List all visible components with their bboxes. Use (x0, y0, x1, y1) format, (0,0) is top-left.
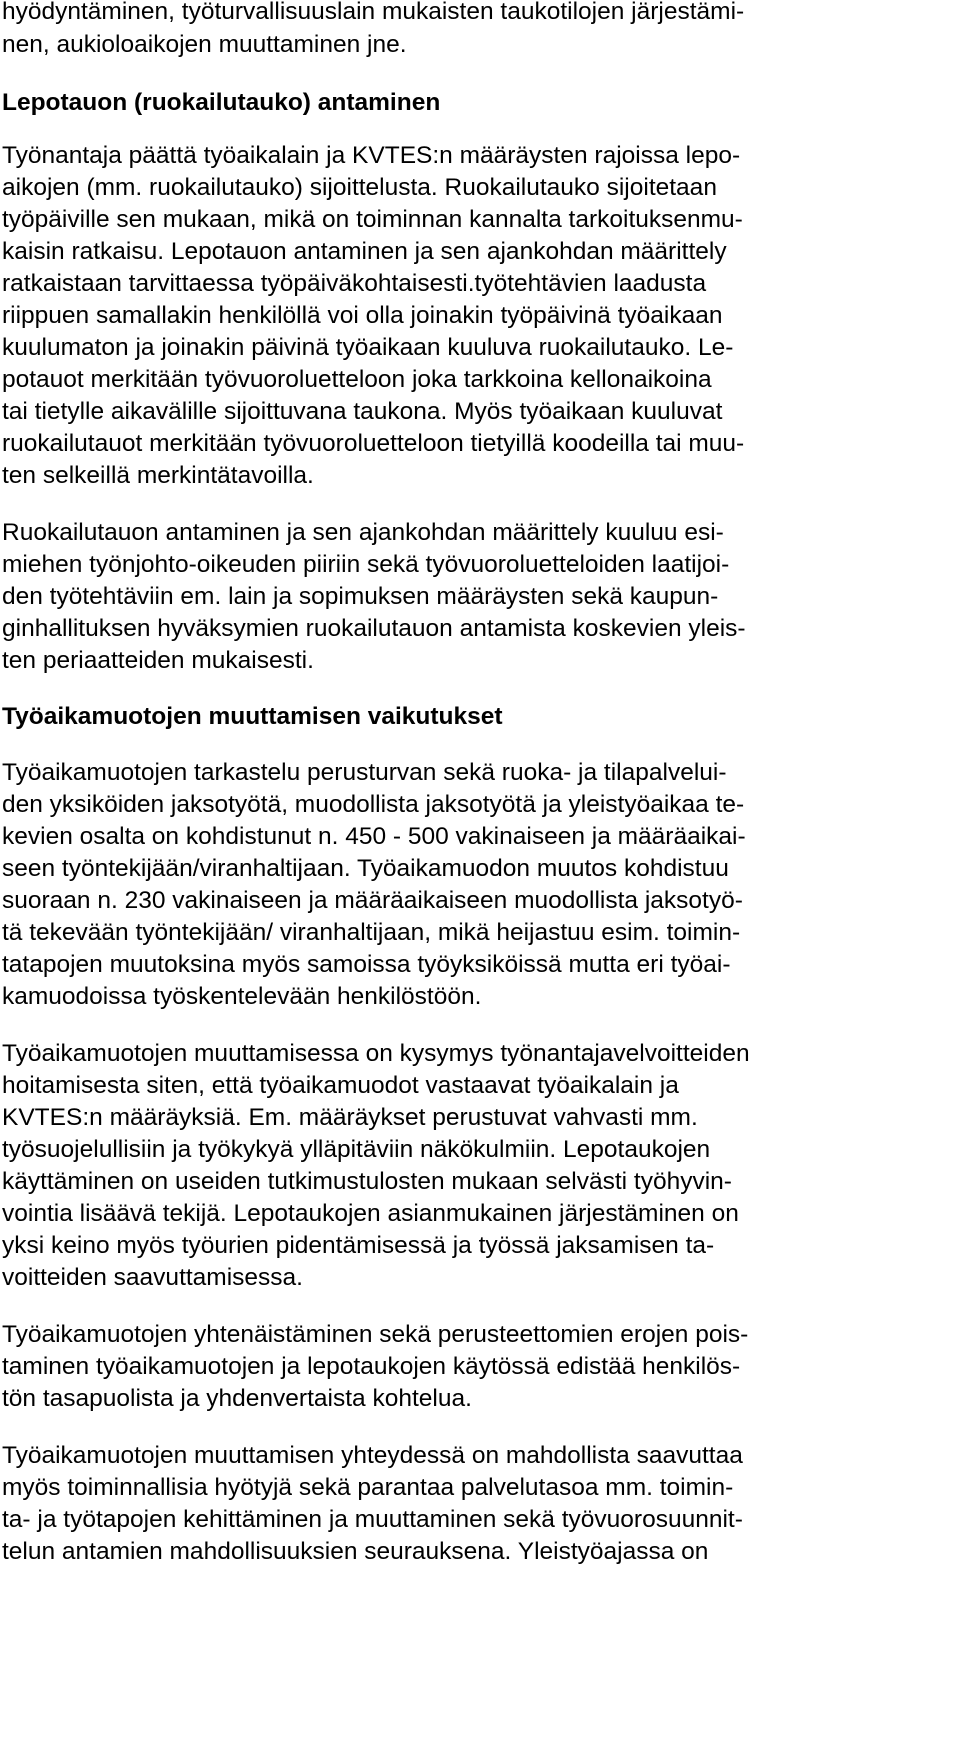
text-line: ruokailutauot merkitään työvuoroluetteloon tietyillä koodeilla tai muu- (2, 430, 745, 457)
section-heading-lepotauon: Lepotauon (ruokailutauko) antaminen (2, 89, 441, 116)
text-line: tä tekevään työntekijään/ viranhaltijaan, mikä heijastuu esim. toimin- (2, 919, 741, 946)
text-line: tatapojen muutoksina myös samoissa työyksiköissä mutta eri työai- (2, 951, 731, 978)
text-line: den työtehtäviin em. lain ja sopimuksen määräysten sekä kaupun- (2, 583, 719, 610)
text-line: Työnantaja päättä työaikalain ja KVTES:n määräysten rajoissa lepo- (2, 142, 741, 169)
section-heading-tyoaikamuotojen: Työaikamuotojen muuttamisen vaikutukset (2, 703, 503, 730)
text-line: hoitamisesta siten, että työaikamuodot vastaavat työaikalain ja (2, 1072, 679, 1099)
text-line: telun antamien mahdollisuuksien seurauksena. Yleistyöajassa on (2, 1538, 709, 1565)
text-line: Työaikamuotojen muuttamisen yhteydessä on mahdollista saavuttaa (2, 1442, 743, 1469)
text-line: den yksiköiden jaksotyötä, muodollista jaksotyötä ja yleistyöaikaa te- (2, 791, 745, 818)
text-line: Ruokailutauon antaminen ja sen ajankohdan määrittely kuuluu esi- (2, 519, 724, 546)
text-line: kevien osalta on kohdistunut n. 450 - 500 vakinaiseen ja määräaikai- (2, 823, 746, 850)
text-line: kaisin ratkaisu. Lepotauon antaminen ja sen ajankohdan määrittely (2, 238, 727, 265)
text-line: miehen työnjohto-oikeuden piiriin sekä työvuoroluetteloiden laatijoi- (2, 551, 730, 578)
text-line: nen, aukioloaikojen muuttaminen jne. (2, 31, 407, 58)
text-line: Työaikamuotojen yhtenäistäminen sekä perusteettomien erojen pois- (2, 1321, 749, 1348)
text-line: ginhallituksen hyväksymien ruokailutauon antamista koskevien yleis- (2, 615, 746, 642)
text-line: ten periaatteiden mukaisesti. (2, 647, 314, 674)
text-line: ta- ja työtapojen kehittäminen ja muuttaminen sekä työvuorosuunnit- (2, 1506, 743, 1533)
text-line: hyödyntäminen, työturvallisuuslain mukaisten taukotilojen järjestämi- (2, 0, 745, 25)
text-line: käyttäminen on useiden tutkimustulosten mukaan selvästi työhyvin- (2, 1168, 732, 1195)
text-line: suoraan n. 230 vakinaiseen ja määräaikaiseen muodollista jaksotyö- (2, 887, 743, 914)
text-line: Työaikamuotojen muuttamisessa on kysymys työnantajavelvoitteiden (2, 1040, 750, 1067)
text-line: myös toiminnallisia hyötyjä sekä parantaa palvelutasoa mm. toimin- (2, 1474, 734, 1501)
text-line: vointia lisäävä tekijä. Lepotaukojen asianmukainen järjestäminen on (2, 1200, 739, 1227)
text-line: Työaikamuotojen tarkastelu perusturvan sekä ruoka- ja tilapalvelui- (2, 759, 727, 786)
text-line: aikojen (mm. ruokailutauko) sijoittelusta. Ruokailutauko sijoitetaan (2, 174, 717, 201)
text-line: tai tietylle aikavälille sijoittuvana taukona. Myös työaikaan kuuluvat (2, 398, 723, 425)
text-line: työpäiville sen mukaan, mikä on toiminnan kannalta tarkoituksenmu- (2, 206, 743, 233)
text-line: tön tasapuolista ja yhdenvertaista kohtelua. (2, 1385, 472, 1412)
text-line: työsuojelullisiin ja työkykyä ylläpitäviin näkökulmiin. Lepotaukojen (2, 1136, 711, 1163)
text-line: potauot merkitään työvuoroluetteloon joka tarkkoina kellonaikoina (2, 366, 712, 393)
text-line: riippuen samallakin henkilöllä voi olla joinakin työpäivinä työaikaan (2, 302, 723, 329)
text-line: ratkaistaan tarvittaessa työpäiväkohtaisesti.työtehtävien laadusta (2, 270, 707, 297)
text-line: voitteiden saavuttamisessa. (2, 1264, 303, 1291)
text-line: yksi keino myös työurien pidentämisessä ja työssä jaksamisen ta- (2, 1232, 715, 1259)
text-line: kamuodoissa työskentelevään henkilöstöön. (2, 983, 482, 1010)
text-line: kuulumaton ja joinakin päivinä työaikaan kuuluva ruokailutauko. Le- (2, 334, 734, 361)
text-line: taminen työaikamuotojen ja lepotaukojen käytössä edistää henkilös- (2, 1353, 741, 1380)
text-line: ten selkeillä merkintätavoilla. (2, 462, 314, 489)
text-line: seen työntekijään/viranhaltijaan. Työaikamuodon muutos kohdistuu (2, 855, 729, 882)
text-line: KVTES:n määräyksiä. Em. määräykset perustuvat vahvasti mm. (2, 1104, 698, 1131)
